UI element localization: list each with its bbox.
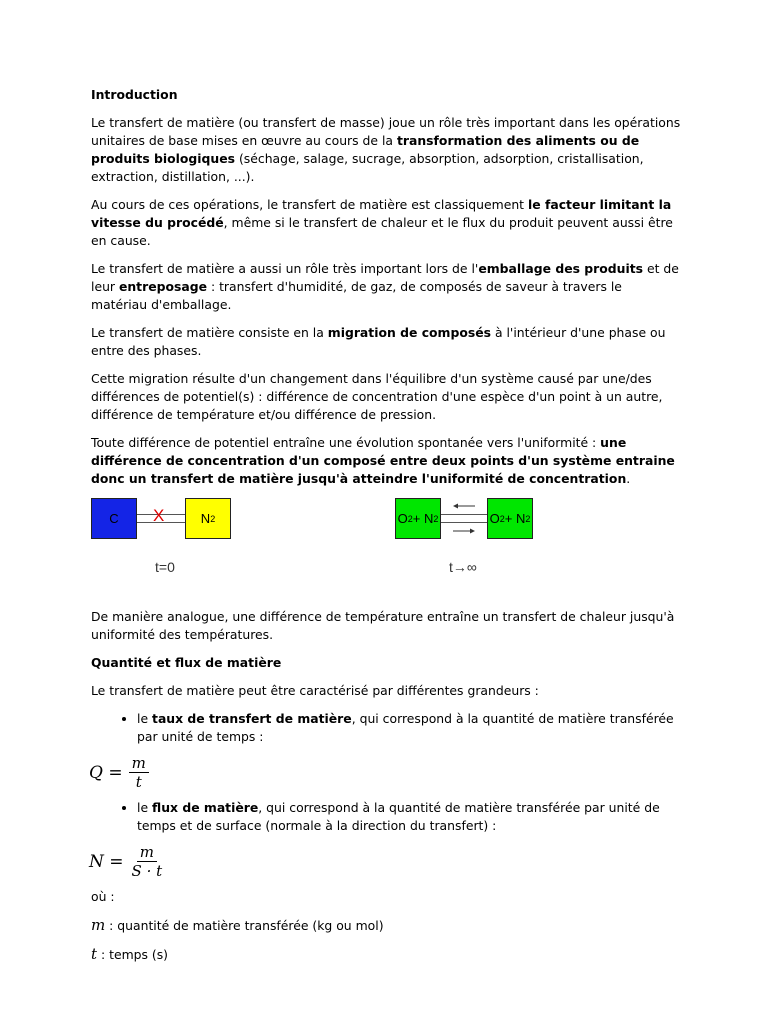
box-c: C [91, 498, 137, 539]
list-item: • le flux de matière, qui correspond à la quantité de matière transférée par unité de temps et de surface (normale à la direction du transfert) : [137, 799, 681, 835]
intro-heading: Introduction [91, 87, 178, 102]
time-label-left: t=0 [155, 559, 175, 575]
analog-paragraph: De manière analogue, une différence de température entraîne un transfert de chaleur jusqu'à uniformité des températures. [91, 609, 675, 642]
intro-paragraph-1: Le transfert de matière (ou transfert de masse) joue un rôle très important dans les opérations unitaires de base mises en œuvre au cours de la transformation des aliments ou de produits biologiques (séchage, salage, sucrage, absorption, adsorption, cristallisation, extraction, distillation, ...). [91, 115, 681, 184]
section2-heading: Quantité et flux de matière [91, 655, 282, 670]
list-item: • le taux de transfert de matière, qui correspond à la quantité de matière transférée par unité de temps : [137, 710, 681, 746]
box-o2-n2-right: O 2 + N 2 [487, 498, 533, 539]
section2-intro: Le transfert de matière peut être caractérisé par différentes grandeurs : [91, 683, 539, 698]
definition-t: t : temps (s) [91, 945, 169, 963]
document-body [91, 86, 681, 974]
cross-icon: X [153, 506, 165, 525]
diffusion-diagram [91, 498, 681, 598]
definition-m: m : quantité de matière transférée (kg ou mol) [91, 916, 384, 934]
box-o2-n2-left: O 2 + N 2 [395, 498, 441, 539]
intro-paragraph-2: Au cours de ces opérations, le transfert de matière est classiquement le facteur limitant la vitesse du procédé, même si le transfert de chaleur et le flux du produit peuvent aussi être en cause. [91, 197, 673, 248]
box-n2: N 2 [185, 498, 231, 539]
intro-paragraph-3: Le transfert de matière a aussi un rôle très important lors de l'emballage des produits et de leur entreposage : transfert d'humidité, de gaz, de composés de saveur à travers le matériau d'emballage. [91, 261, 679, 312]
intro-paragraph-6: Toute différence de potentiel entraîne une évolution spontanée vers l'uniformité : une différence de concentration d'un composé entre deux points d'un système entraine donc un transfert de matière jusqu'à atteindre l'uniformité de concentration. [91, 435, 675, 486]
definition-list-1 [91, 710, 681, 746]
time-label-right: t→∞ [449, 559, 477, 575]
exchange-arrows-icon [441, 498, 487, 539]
where-label: où : [91, 889, 115, 904]
formula-q: Q = $\frac{m}{t}$ [89, 754, 681, 791]
intro-paragraph-4: Le transfert de matière consiste en la migration de composés à l'intérieur d'une phase ou entre des phases. [91, 325, 666, 358]
intro-paragraph-5: Cette migration résulte d'un changement dans l'équilibre d'un système causé par une/des différences de potentiel(s) : différence de concentration d'une espèce d'un point à un autre, différence de température et/ou différence de pression. [91, 371, 663, 422]
definition-list-2 [91, 799, 681, 835]
formula-n: N = $\frac{m}{S \cdot t}$ [89, 843, 163, 880]
